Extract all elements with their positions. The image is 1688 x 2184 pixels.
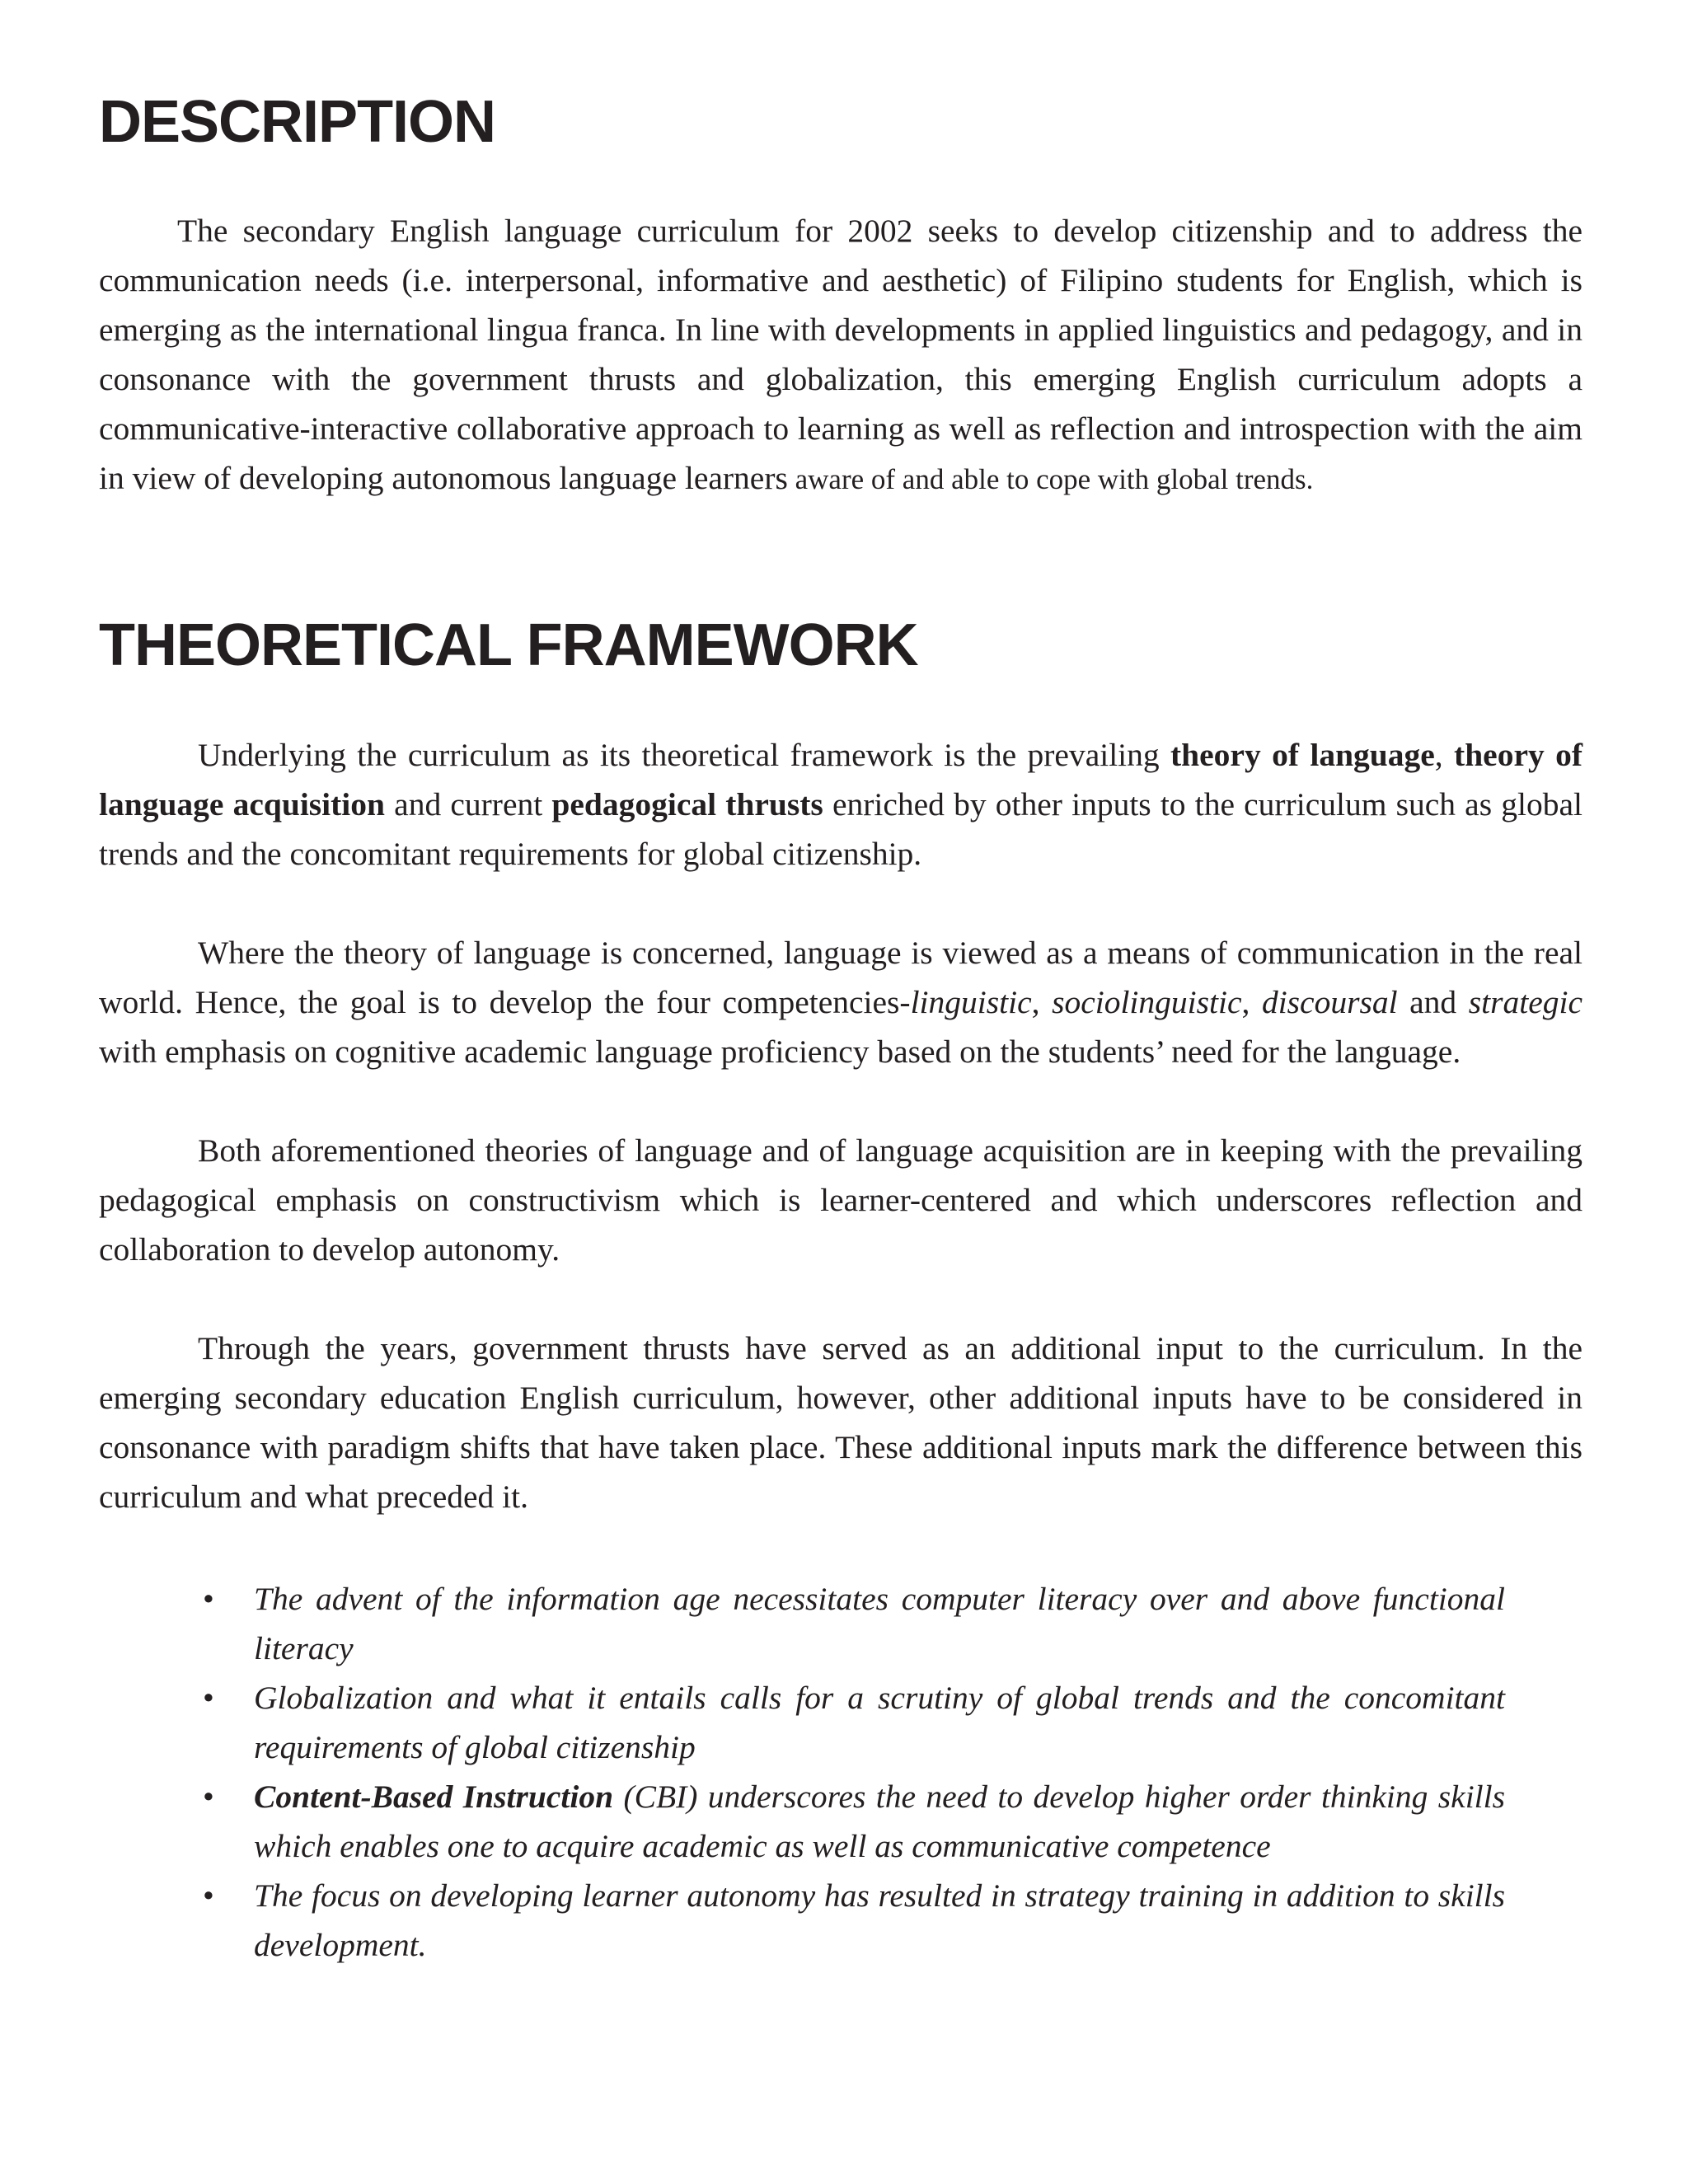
bullet-dot-icon: •	[203, 1779, 214, 1815]
description-heading: DESCRIPTION	[99, 89, 496, 155]
framework-p2-text-5: with emphasis on cognitive academic language proficiency based on the students’ need for the language.	[99, 1033, 1461, 1070]
list-item	[203, 1772, 1505, 1871]
framework-paragraph-1	[99, 730, 1582, 879]
framework-p1-text-4: enriched by other inputs to the curriculum such as global trends and the concomitant requirements for global citizenship.	[99, 786, 1582, 872]
list-item-text: (CBI) underscores the need to develop higher order thinking skills which enables one to acquire academic as well as communicative competence	[254, 1779, 1505, 1864]
theoretical-framework-heading: THEORETICAL FRAMEWORK	[99, 612, 918, 678]
framework-p2-text-1: Where the theory of language is concerned, language is viewed as a means of communication in the real world. Hence, the goal is to develop the four competencies-	[99, 935, 1582, 1020]
list-item	[203, 1871, 1505, 1970]
framework-p2-italic-linguistic: linguistic	[910, 984, 1032, 1020]
framework-p1-text-2: ,	[1434, 737, 1455, 773]
list-item-text: The advent of the information age necessitates computer literacy over and above functional literacy	[254, 1581, 1505, 1666]
description-paragraph	[99, 206, 1582, 504]
list-item	[203, 1574, 1505, 1673]
framework-p2-text-2: ,	[1031, 984, 1053, 1020]
list-item-text: Globalization and what it entails calls for a scrutiny of global trends and the concomitant requirements of global citizenship	[254, 1680, 1505, 1765]
framework-paragraph-3: Both aforementioned theories of language and of language acquisition are in keeping with the prevailing pedagogical emphasis on constructivism which is learner-centered and which underscores reflection and collaboration to develop autonomy.	[99, 1132, 1582, 1268]
framework-p1-text-1: Underlying the curriculum as its theoretical framework is the prevailing	[198, 737, 1171, 773]
framework-p1-bold-pedagogical-thrusts: pedagogical thrusts	[551, 786, 823, 823]
framework-p2-text-4: and	[1397, 984, 1469, 1020]
bullet-dot-icon: •	[203, 1877, 214, 1914]
list-item	[203, 1673, 1505, 1772]
framework-p2-italic-discoursal: discoursal	[1261, 984, 1398, 1020]
list-item-bold-cbi: Content-Based Instruction	[254, 1779, 614, 1815]
framework-p2-italic-strategic: strategic	[1468, 984, 1582, 1020]
framework-p1-bold-theory-of-language: theory of language	[1170, 737, 1435, 773]
framework-p2-text-3: ,	[1241, 984, 1262, 1020]
description-paragraph-tail: aware of and able to cope with global trends.	[787, 463, 1314, 495]
bullet-dot-icon: •	[203, 1680, 214, 1716]
framework-p1-bold-theory-of-language-acquisition: theory of language acquisition	[99, 737, 1583, 823]
framework-p1-text-3: and current	[385, 786, 552, 823]
framework-paragraph-4: Through the years, government thrusts have served as an additional input to the curriculum. In the emerging secondary education English curriculum, however, other additional inputs have to be considered in consonance with paradigm shifts that have taken place. These additional inputs mark the difference between this curriculum and what preceded it.	[99, 1330, 1582, 1515]
list-item-text: The focus on developing learner autonomy has resulted in strategy training in addition to skills development.	[254, 1877, 1505, 1963]
bullet-dot-icon: •	[203, 1581, 214, 1617]
additional-inputs-list	[99, 1574, 1582, 1970]
framework-paragraph-2	[99, 928, 1582, 1076]
description-paragraph-main: The secondary English language curriculum for 2002 seeks to develop citizenship and to address the communication needs (i.e. interpersonal, informative and aesthetic) of Filipino students for English, which is emerging as the international lingua franca. In line with developments in applied linguistics and pedagogy, and in consonance with the government thrusts and globalization, this emerging English curriculum adopts a communicative-interactive collaborative approach to learning as well as reflection and introspection with the aim in view of developing autonomous language learners	[99, 213, 1582, 496]
framework-p2-italic-sociolinguistic: sociolinguistic	[1052, 984, 1242, 1020]
